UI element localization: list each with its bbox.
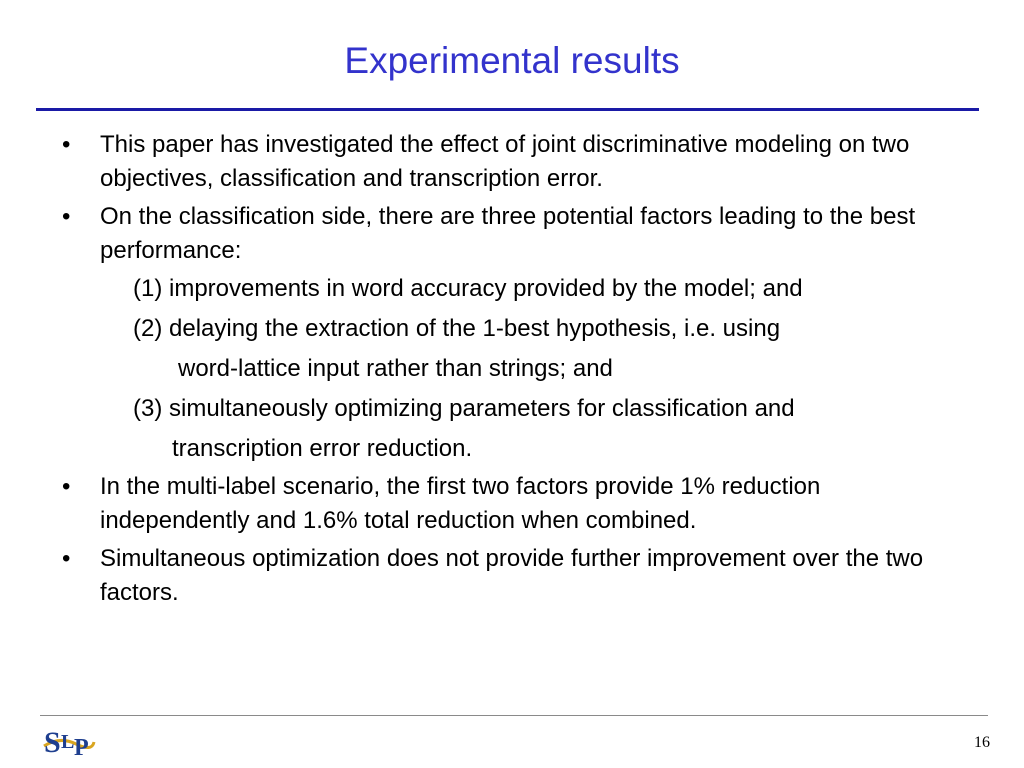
bullet-marker: • xyxy=(62,473,71,500)
factor-1: (1) improvements in word accuracy provided by the model; and xyxy=(133,275,803,302)
bullet-marker: • xyxy=(62,203,71,230)
bullet-text: In the multi-label scenario, the first two factors provide 1% reduction independently and 1.6% total reduction when combined. xyxy=(100,473,821,534)
factor-2-line-2: word-lattice input rather than strings; and xyxy=(178,355,613,382)
bullet-item-2 xyxy=(62,200,972,268)
factor-3-line-1: (3) simultaneously optimizing parameters for classification and xyxy=(133,395,795,422)
svg-text:S: S xyxy=(44,726,61,759)
footer-divider xyxy=(40,715,988,716)
bullet-text: Simultaneous optimization does not provide further improvement over the two factors. xyxy=(100,545,924,606)
page-number: 16 xyxy=(974,734,990,751)
title-divider xyxy=(36,108,979,111)
bullet-text: This paper has investigated the effect of joint discriminative modeling on two objectives, classification and transcription error. xyxy=(100,131,910,192)
svg-text:P: P xyxy=(74,735,89,761)
bullet-marker: • xyxy=(62,545,71,572)
bullet-item-4 xyxy=(62,542,972,610)
bullet-item-1 xyxy=(62,128,972,196)
factor-2-line-1: (2) delaying the extraction of the 1-best hypothesis, i.e. using xyxy=(133,315,781,342)
slide-body xyxy=(62,128,972,614)
svg-text:L: L xyxy=(61,731,75,753)
bullet-marker: • xyxy=(62,131,71,158)
slp-logo xyxy=(42,722,96,762)
slide-title: Experimental results xyxy=(344,40,680,81)
bullet-item-3 xyxy=(62,470,972,538)
factor-3-line-2: transcription error reduction. xyxy=(172,435,473,462)
bullet-text: On the classification side, there are three potential factors leading to the best performance: xyxy=(100,203,916,264)
